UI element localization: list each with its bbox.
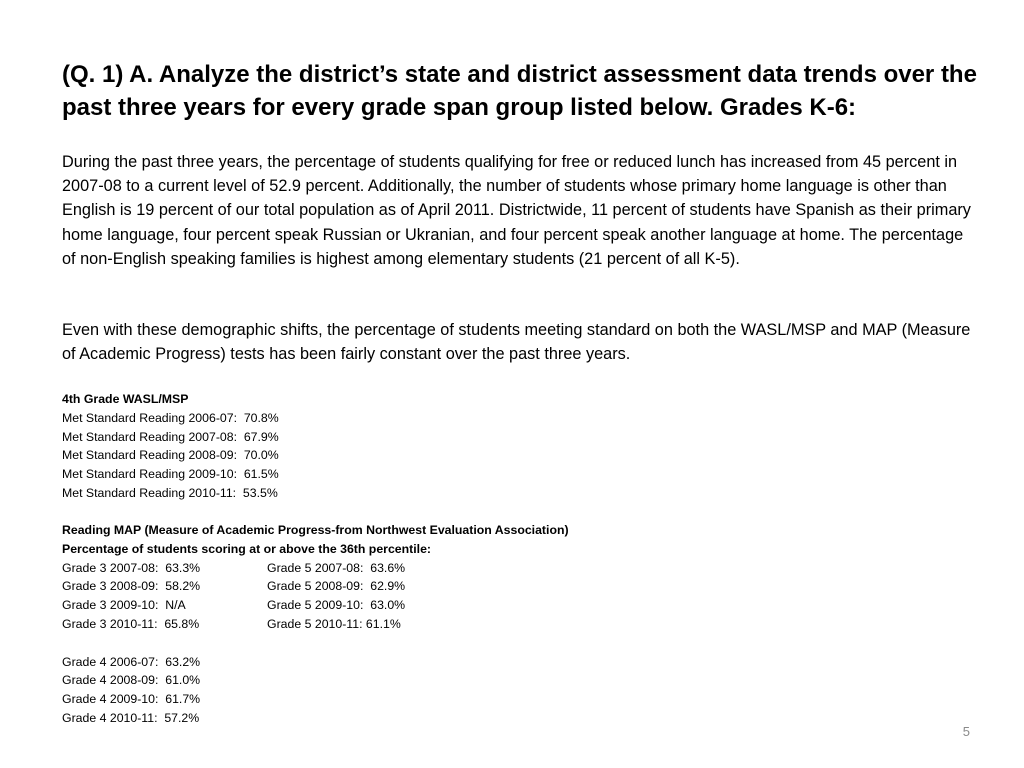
map-row [62, 596, 569, 615]
demographics-paragraph: During the past three years, the percentage of students qualifying for free or reduced lunch has increased from 45 percent in 2007-08 to a current level of 52.9 percent. Additionally, the number of students whose primary home language is other than English is 19 percent of our total population as of April 2011. Districtwide, 11 percent of students have Spanish as their primary home language, four percent speak Russian or Ukranian, and four percent speak another language at home. The percentage of non-English speaking families is highest among elementary students (21 percent of all K-5). [62, 153, 971, 268]
grade5-line: Grade 5 2008-09: 62.9% [267, 579, 406, 594]
map-row [62, 559, 569, 578]
wasl-line: Met Standard Reading 2009-10: 61.5% [62, 467, 279, 482]
grade3-line: Grade 3 2009-10: N/A [62, 598, 186, 613]
grade5-line: Grade 5 2010-11: 61.1% [267, 616, 401, 631]
map-row [62, 615, 569, 634]
grade4-line: Grade 4 2006-07: 63.2% [62, 654, 201, 669]
slide-title: (Q. 1) A. Analyze the district’s state and district assessment data trends over the past three years for every grade span group listed below. Grades K-6: [62, 61, 977, 121]
page-number: 5 [962, 724, 970, 739]
trend-paragraph: Even with these demographic shifts, the percentage of students meeting standard on both the WASL/MSP and MAP (Measure of Academic Progress) tests has been fairly constant over the past three years. [62, 321, 971, 364]
map-heading: Reading MAP (Measure of Academic Progress-from Northwest Evaluation Association) [62, 523, 569, 537]
grade4-line: Grade 4 2009-10: 61.7% [62, 692, 201, 707]
grade3-line: Grade 3 2010-11: 65.8% [62, 616, 200, 631]
grade3-line: Grade 3 2007-08: 63.3% [62, 560, 201, 575]
map-row [62, 577, 569, 596]
wasl-line: Met Standard Reading 2007-08: 67.9% [62, 429, 279, 444]
grade4-line: Grade 4 2008-09: 61.0% [62, 673, 201, 688]
wasl-line: Met Standard Reading 2010-11: 53.5% [62, 485, 278, 500]
wasl-heading: 4th Grade WASL/MSP [62, 392, 189, 406]
wasl-section [62, 390, 279, 503]
grade5-line: Grade 5 2007-08: 63.6% [267, 560, 406, 575]
wasl-line: Met Standard Reading 2008-09: 70.0% [62, 448, 279, 463]
map-subheading: Percentage of students scoring at or above the 36th percentile: [62, 541, 431, 556]
spacer [62, 634, 569, 653]
grade5-line: Grade 5 2009-10: 63.0% [267, 598, 406, 613]
grade4-line: Grade 4 2010-11: 57.2% [62, 710, 200, 725]
grade3-line: Grade 3 2008-09: 58.2% [62, 579, 201, 594]
map-section [62, 521, 569, 728]
wasl-line: Met Standard Reading 2006-07: 70.8% [62, 410, 279, 425]
